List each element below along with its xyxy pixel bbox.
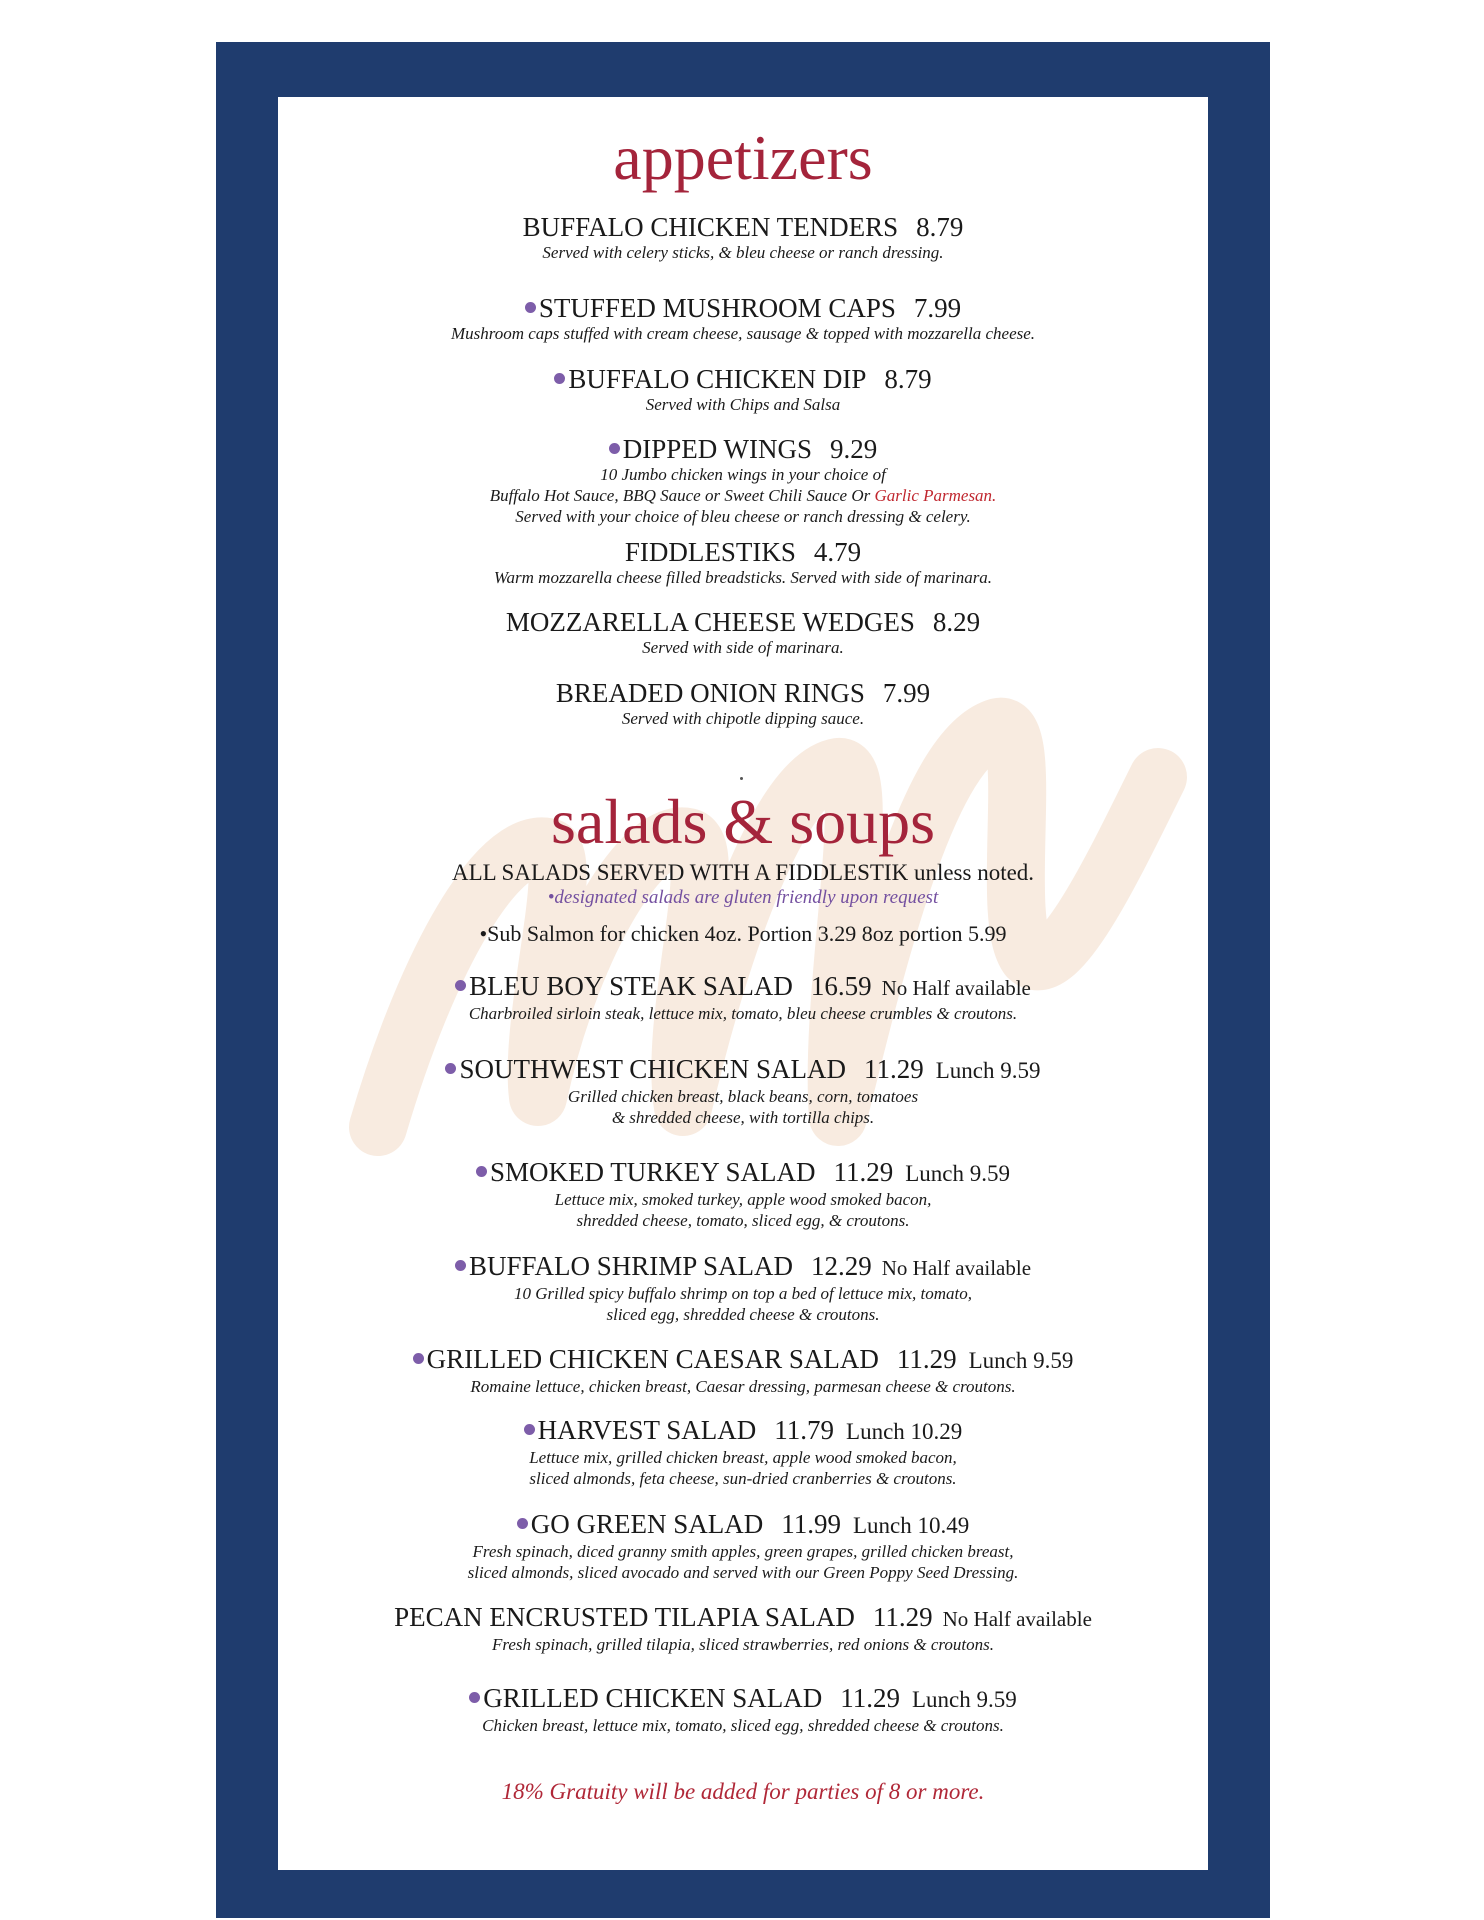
menu-item-pecan-encrusted-tilapia-salad: [278, 1602, 1208, 1655]
menu-item-harvest-salad: [278, 1415, 1208, 1489]
gratuity-note: 18% Gratuity will be added for parties of 8 or more.: [501, 1779, 985, 1804]
gluten-friendly-dot-icon: [445, 1063, 456, 1074]
gluten-friendly-dot-icon: [609, 443, 620, 454]
salads-soups-title: salads & soups: [551, 786, 935, 857]
gluten-friendly-dot-icon: [455, 1260, 466, 1271]
item-price: 11.29: [840, 1683, 900, 1713]
item-name: BUFFALO CHICKEN DIP: [568, 364, 867, 394]
gluten-friendly-dot-icon: [554, 373, 565, 384]
item-price: 11.79: [774, 1415, 835, 1445]
item-description: Served with celery sticks, & bleu cheese or ranch dressing.: [542, 243, 944, 262]
item-description-line-1: 10 Grilled spicy buffalo shrimp on top a bed of lettuce mix, tomato,: [513, 1284, 972, 1303]
item-extra: No Half available: [942, 1607, 1092, 1631]
item-extra: Lunch 10.29: [846, 1419, 963, 1444]
salads-notes: [278, 859, 1208, 909]
item-extra: Lunch 9.59: [968, 1348, 1074, 1373]
menu-item-fiddlestiks: [278, 537, 1208, 588]
item-description: Mushroom caps stuffed with cream cheese, sausage & topped with mozzarella cheese.: [450, 324, 1036, 343]
item-description: Served with Chips and Salsa: [645, 395, 841, 414]
menu-item-smoked-turkey-salad: [278, 1157, 1208, 1231]
item-description: Served with side of marinara.: [642, 638, 844, 657]
item-price: 11.29: [864, 1054, 924, 1084]
item-name: BREADED ONION RINGS: [555, 678, 865, 708]
item-name: GO GREEN SALAD: [530, 1509, 764, 1539]
gluten-friendly-note: •designated salads are gluten friendly upon request: [547, 887, 939, 908]
menu-item-stuffed-mushroom-caps: [278, 293, 1208, 344]
menu-item-grilled-chicken-caesar-salad: [278, 1344, 1208, 1397]
menu-item-buffalo-chicken-tenders: [278, 212, 1208, 263]
garlic-parmesan-option: Garlic Parmesan.: [874, 486, 997, 505]
menu-page: [278, 97, 1208, 1870]
item-price: 11.29: [896, 1344, 957, 1374]
item-price: 12.29: [811, 1251, 872, 1281]
item-description: Charbroiled sirloin steak, lettuce mix, tomato, bleu cheese crumbles & croutons.: [468, 1004, 1018, 1023]
appetizers-title: appetizers: [613, 122, 873, 193]
item-price: 11.29: [872, 1602, 933, 1632]
item-description-line-1: Lettuce mix, grilled chicken breast, apple wood smoked bacon,: [529, 1448, 957, 1467]
item-extra: Lunch 9.59: [935, 1058, 1041, 1083]
item-price: 8.79: [916, 212, 964, 242]
menu-item-breaded-onion-rings: [278, 678, 1208, 729]
item-name: BUFFALO CHICKEN TENDERS: [522, 212, 899, 242]
item-description-line-2: shredded cheese, tomato, sliced egg, & croutons.: [576, 1211, 910, 1230]
item-name: SMOKED TURKEY SALAD: [489, 1157, 816, 1187]
item-description-line-1: Fresh spinach, diced granny smith apples, green grapes, grilled chicken breast,: [472, 1542, 1014, 1561]
menu-item-grilled-chicken-salad: [278, 1683, 1208, 1736]
item-name: SOUTHWEST CHICKEN SALAD: [459, 1054, 846, 1084]
item-description: Chicken breast, lettuce mix, tomato, sliced egg, shredded cheese & croutons.: [482, 1716, 1004, 1735]
item-description-line-2: sliced egg, shredded cheese & croutons.: [606, 1305, 880, 1324]
item-description: Fresh spinach, grilled tilapia, sliced strawberries, red onions & croutons.: [492, 1635, 994, 1654]
item-extra: Lunch 10.49: [852, 1513, 970, 1538]
gluten-friendly-dot-icon: [517, 1518, 528, 1529]
item-description: Romaine lettuce, chicken breast, Caesar dressing, parmesan cheese & croutons.: [470, 1377, 1016, 1396]
item-name: STUFFED MUSHROOM CAPS: [538, 293, 896, 323]
menu-item-buffalo-shrimp-salad: [278, 1251, 1208, 1325]
fiddlestik-note: ALL SALADS SERVED WITH A FIDDLESTIK unless noted.: [451, 860, 1035, 885]
item-price: 7.99: [882, 678, 931, 708]
salmon-sub-note: [278, 921, 1208, 947]
item-price: 16.59: [810, 971, 872, 1001]
item-price: 4.79: [813, 537, 862, 567]
item-name: FIDDLESTIKS: [624, 537, 796, 567]
item-name: BUFFALO SHRIMP SALAD: [468, 1251, 794, 1281]
item-name: BLEU BOY STEAK SALAD: [469, 971, 793, 1001]
menu-item-go-green-salad: [278, 1509, 1208, 1583]
item-price: 8.79: [884, 364, 932, 394]
gluten-friendly-dot-icon: [524, 1424, 535, 1435]
item-description-line-1: Grilled chicken breast, black beans, corn, tomatoes: [567, 1087, 919, 1106]
item-description-line-2: [278, 485, 1208, 506]
item-price: 11.29: [833, 1157, 894, 1187]
item-extra: Lunch 9.59: [911, 1687, 1017, 1712]
item-name: DIPPED WINGS: [622, 434, 812, 464]
gluten-friendly-dot-icon: [525, 302, 536, 313]
item-description: Warm mozzarella cheese filled breadsticks. Served with side of marinara.: [493, 568, 993, 587]
gluten-friendly-dot-icon: [413, 1353, 424, 1364]
item-extra: No Half available: [881, 1256, 1032, 1280]
item-description-line-2: & shredded cheese, with tortilla chips.: [611, 1108, 875, 1127]
menu-item-mozzarella-cheese-wedges: [278, 607, 1208, 658]
gluten-friendly-dot-icon: [469, 1692, 480, 1703]
menu-item-bleu-boy-steak-salad: [278, 971, 1208, 1024]
item-price: 7.99: [913, 293, 962, 323]
menu-item-buffalo-chicken-dip: [278, 364, 1208, 415]
item-description-line-3: Served with your choice of bleu cheese or ranch dressing & celery.: [515, 507, 971, 526]
sauce-options: Buffalo Hot Sauce, BBQ Sauce or Sweet Chili Sauce Or: [489, 486, 875, 505]
item-name: HARVEST SALAD: [537, 1415, 757, 1445]
item-price: 11.99: [781, 1509, 841, 1539]
item-description-line-2: sliced almonds, feta cheese, sun-dried cranberries & croutons.: [529, 1469, 957, 1488]
item-description: Served with chipotle dipping sauce.: [621, 709, 865, 728]
item-description-line-1: 10 Jumbo chicken wings in your choice of: [600, 465, 886, 484]
menu-item-dipped-wings: [278, 434, 1208, 527]
item-price: 8.29: [932, 607, 981, 637]
item-name: PECAN ENCRUSTED TILAPIA SALAD: [394, 1602, 855, 1632]
menu-item-southwest-chicken-salad: [278, 1054, 1208, 1128]
print-speck: [740, 777, 743, 780]
gluten-friendly-dot-icon: [476, 1166, 487, 1177]
item-name: GRILLED CHICKEN CAESAR SALAD: [426, 1344, 879, 1374]
item-extra: No Half available: [881, 976, 1031, 1000]
salmon-sub-text: •Sub Salmon for chicken 4oz. Portion 3.29 8oz portion 5.99: [479, 921, 1007, 946]
item-name: MOZZARELLA CHEESE WEDGES: [505, 607, 915, 637]
item-price: 9.29: [830, 434, 878, 464]
item-extra: Lunch 9.59: [905, 1161, 1011, 1186]
item-description-line-1: Lettuce mix, smoked turkey, apple wood smoked bacon,: [554, 1190, 932, 1209]
gluten-friendly-dot-icon: [455, 980, 466, 991]
item-description-line-2: sliced almonds, sliced avocado and served with our Green Poppy Seed Dressing.: [467, 1563, 1019, 1582]
item-name: GRILLED CHICKEN SALAD: [483, 1683, 823, 1713]
